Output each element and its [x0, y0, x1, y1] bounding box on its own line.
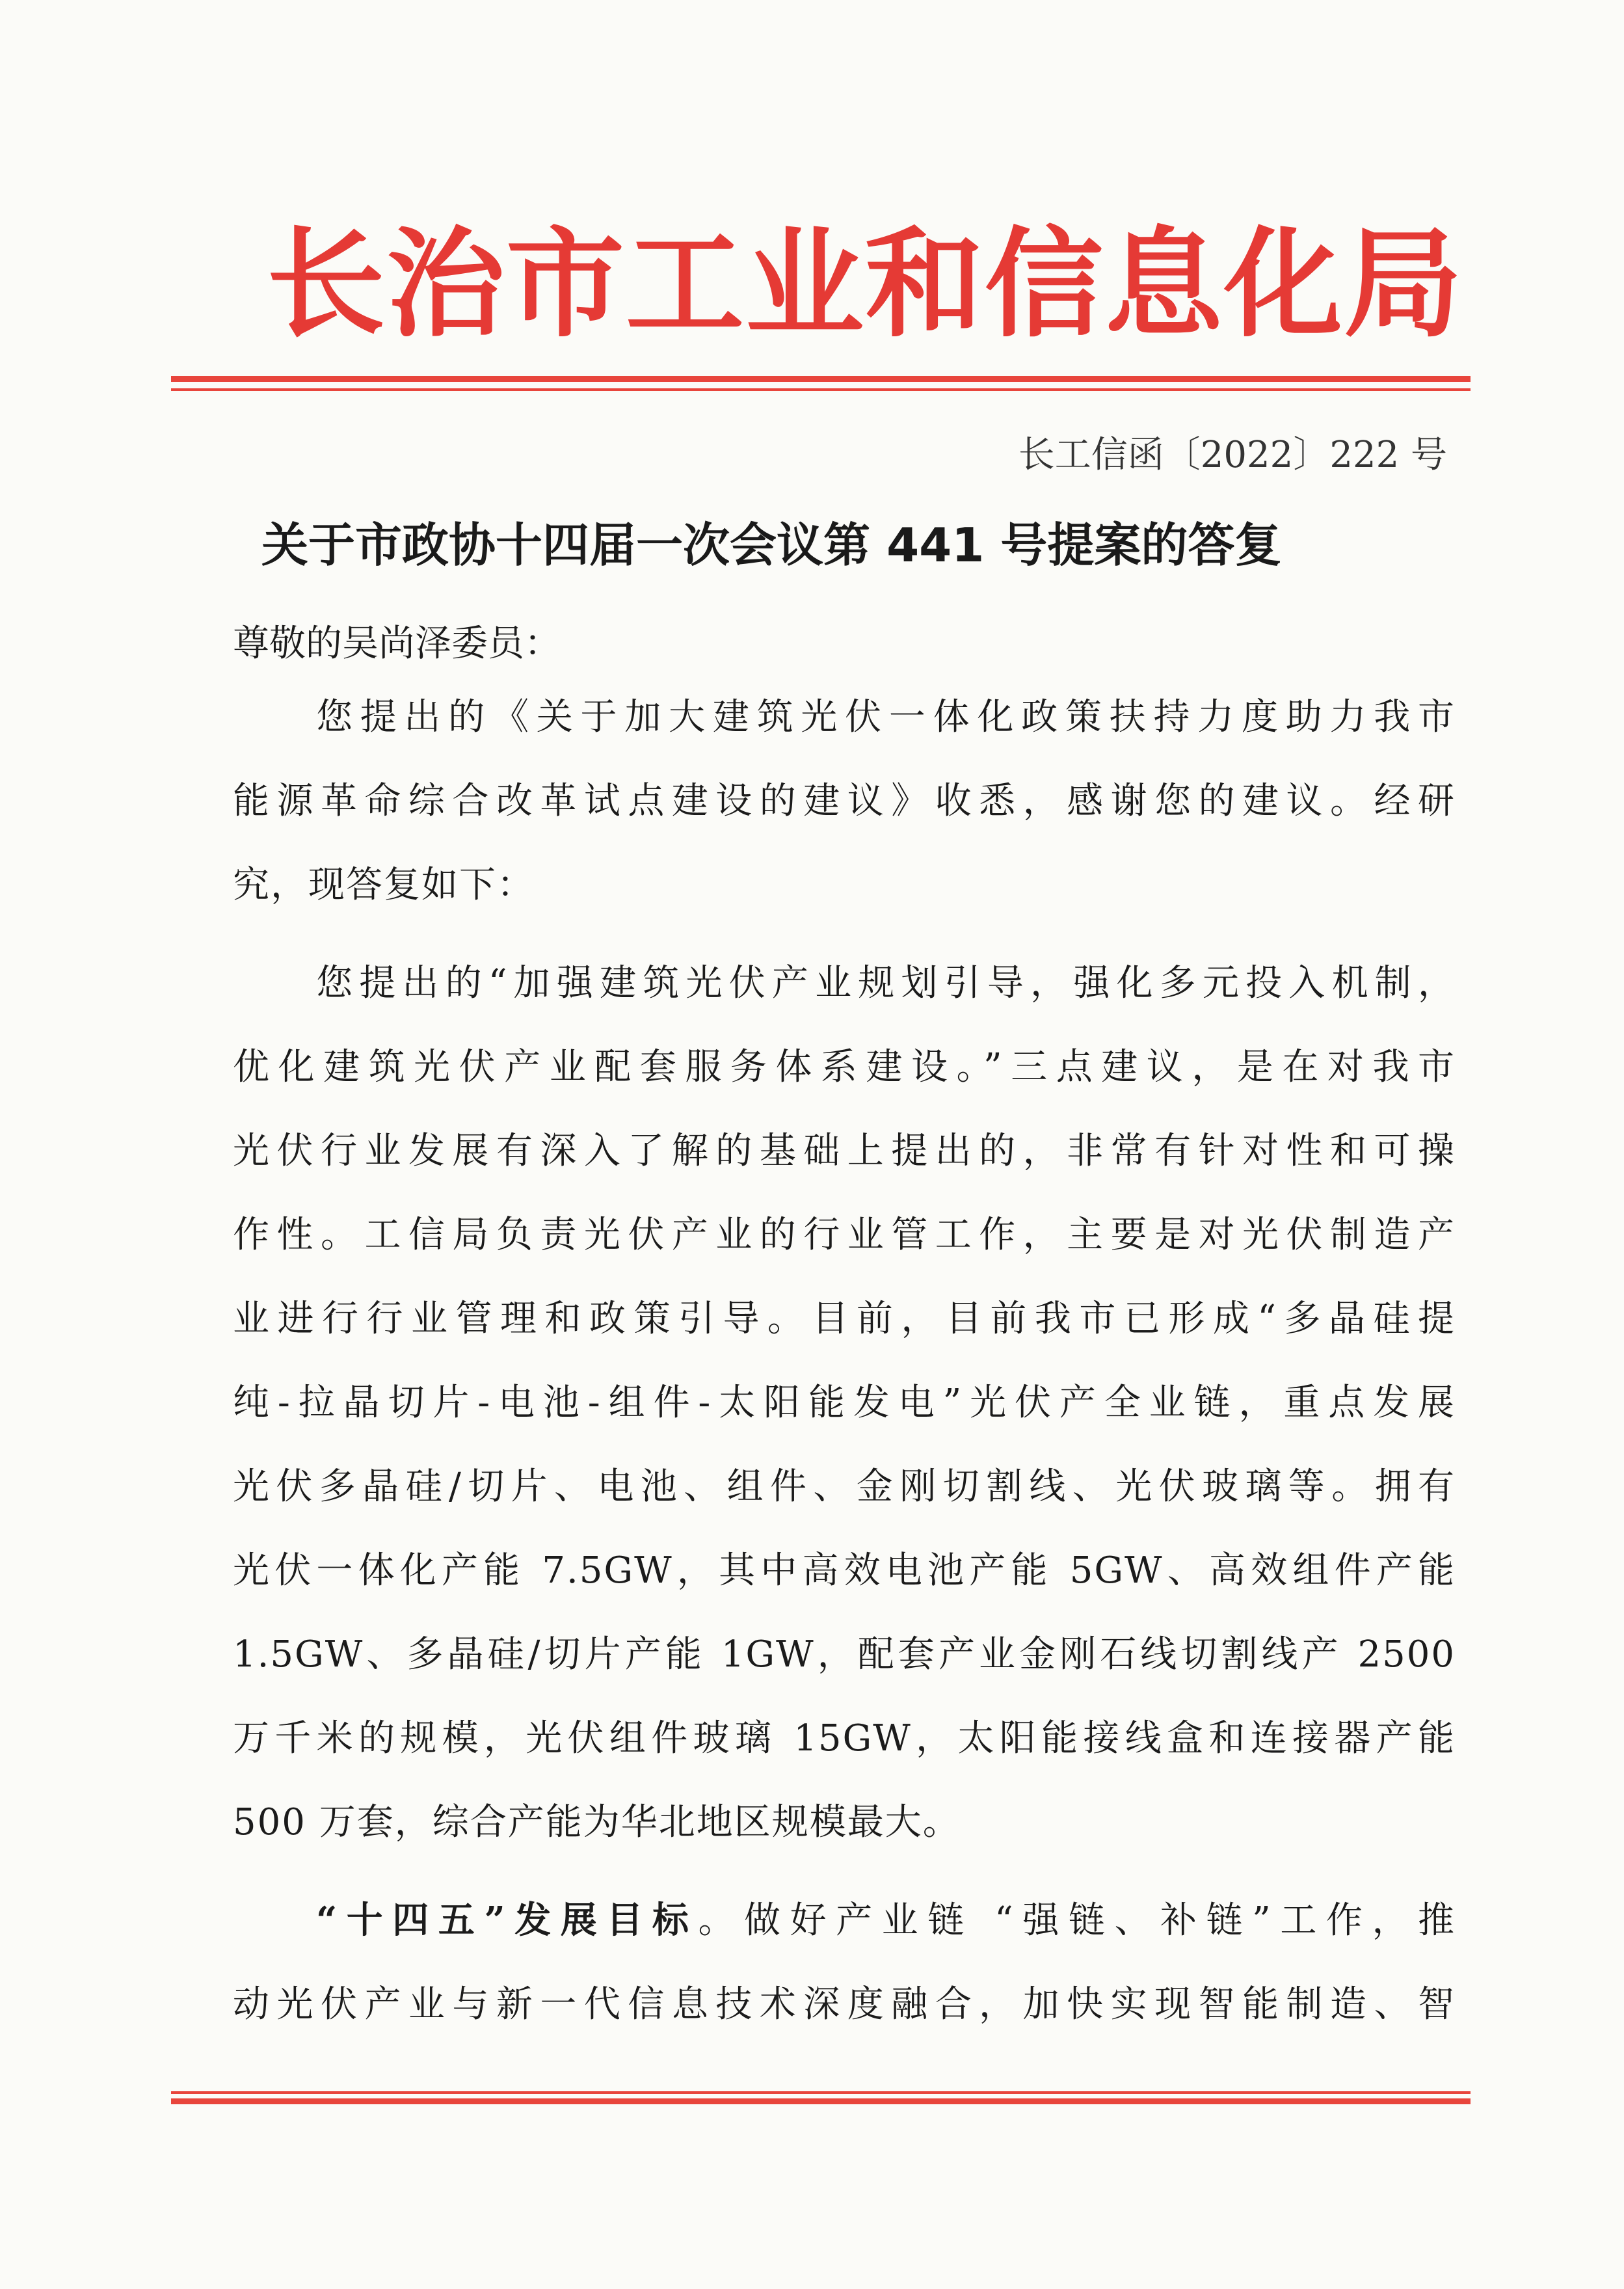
paragraph-3-text: 。做好产业链 “强链、补链”工作，推 — [698, 1899, 1456, 1942]
masthead-rule-thin — [171, 388, 1471, 391]
paragraph-2-line: 作性。工信局负责光伏产业的行业管工作，主要是对光伏制造产 — [233, 1214, 1456, 1256]
paragraph-2-line: 光伏行业发展有深入了解的基础上提出的，非常有针对性和可操 — [233, 1130, 1456, 1172]
paragraph-2-line: 纯-拉晶切片-电池-组件-太阳能发电”光伏产全业链，重点发展 — [233, 1382, 1456, 1424]
masthead-rule-thick — [171, 376, 1471, 382]
paragraph-2-line: 优化建筑光伏产业配套服务体系建设。”三点建议，是在对我市 — [233, 1046, 1456, 1088]
paragraph-2-line: 光伏一体化产能 7.5GW，其中高效电池产能 5GW、高效组件产能 — [233, 1549, 1456, 1592]
masthead-org-name: 长治市工业和信息化局 — [267, 215, 1463, 353]
salutation: 尊敬的吴尚泽委员： — [233, 622, 561, 665]
paragraph-3-line — [233, 1879, 1456, 1962]
paragraph-1-line: 您提出的《关于加大建筑光伏一体化政策扶持力度助力我市 — [316, 696, 1456, 738]
paragraph-2-line: 1.5GW、多晶硅/切片产能 1GW，配套产业金刚石线切割线产 2500 — [233, 1633, 1456, 1676]
paragraph-3-line: 动光伏产业与新一代信息技术深度融合，加快实现智能制造、智 — [233, 1983, 1456, 2026]
document-number: 长工信函〔2022〕222 号 — [1018, 434, 1447, 476]
paragraph-2-line: 业进行行业管理和政策引导。目前，目前我市已形成“多晶硅提 — [233, 1298, 1456, 1340]
paragraph-2-line: 500 万套，综合产能为华北地区规模最大。 — [233, 1801, 961, 1843]
paragraph-2-line: 您提出的“加强建筑光伏产业规划引导，强化多元投入机制， — [316, 962, 1456, 1004]
paragraph-2-line: 光伏多晶硅/切片、电池、组件、金刚切割线、光伏玻璃等。拥有 — [233, 1466, 1456, 1508]
paragraph-1-line: 能源革命综合改革试点建设的建议》收悉，感谢您的建议。经研 — [233, 780, 1456, 822]
footer-rule-thin — [171, 2091, 1471, 2094]
letter-body — [233, 675, 1456, 2046]
paragraph-3-lead: “十四五”发展目标 — [316, 1899, 699, 1942]
paragraph-1-line: 究，现答复如下： — [233, 864, 535, 906]
footer-rule-thick — [171, 2098, 1471, 2104]
document-title: 关于市政协十四届一次会议第 441 号提案的答复 — [261, 518, 1282, 572]
paragraph-2-line: 万千米的规模，光伏组件玻璃 15GW，太阳能接线盒和连接器产能 — [233, 1717, 1456, 1760]
